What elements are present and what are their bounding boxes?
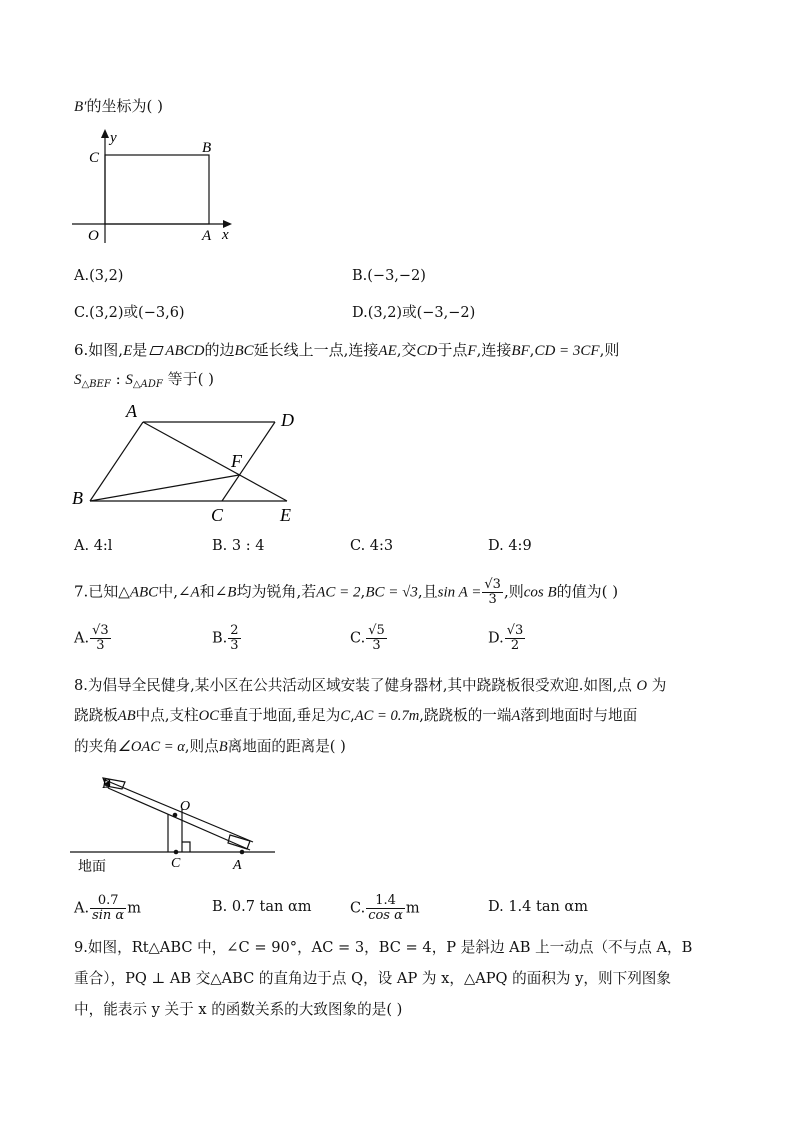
q7-option-b[interactable]: B. $\frac{2}{3}$ <box>212 623 239 653</box>
q6-stem-line1: 6.如图,E是 ABCD的边BC延长线上一点,连接AE,交CD于点F,连接BF,CD = 3CF,则 <box>74 341 620 359</box>
q6-label-C: C <box>211 505 224 525</box>
q5-label-x: x <box>222 227 229 243</box>
q5-label-B: B <box>202 140 212 156</box>
parallelogram-icon <box>150 346 164 355</box>
q6-label-E: E <box>280 505 291 525</box>
q5-option-c[interactable]: C.(3,2)或(−3,6) <box>74 305 185 321</box>
q5-stem: B′的坐标为( ) <box>74 97 163 115</box>
q7-option-d[interactable]: D. $\frac{√3}{2}$ <box>488 623 524 653</box>
q5-option-a[interactable]: A.(3,2) <box>74 268 124 284</box>
q6-option-c[interactable]: C. 4:3 <box>350 538 394 554</box>
q7-stem: 7.已知△ABC中,∠A和∠B均为锐角,若AC = 2,BC = √3,且sin A = $\frac{√3}{3}$ ,则cos B的值为( ) <box>74 577 619 607</box>
q5-label-A: A <box>202 228 212 244</box>
q5-figure <box>70 125 240 245</box>
q6-option-b[interactable]: B. 3 : 4 <box>212 538 265 554</box>
q8-label-B: B <box>102 777 111 792</box>
q8-stem-line3: 的夹角∠OAC = α,则点B离地面的距离是( ) <box>74 738 346 755</box>
q5-label-O: O <box>88 228 99 244</box>
q6-label-B: B <box>72 488 83 508</box>
q6-option-a[interactable]: A. 4:l <box>74 538 113 554</box>
q8-option-d[interactable]: D. 1.4 tan αm <box>488 899 588 915</box>
q8-label-ground: 地面 <box>78 859 106 875</box>
q8-label-C: C <box>171 856 181 871</box>
q8-option-c[interactable]: C. $\frac{1.4}{\text{cos α}}$ m <box>350 893 420 923</box>
q7-option-a[interactable]: A. $\frac{√3}{3}$ <box>74 623 109 653</box>
q6-option-d[interactable]: D. 4:9 <box>488 538 532 554</box>
q6-label-F: F <box>231 451 242 471</box>
q6-label-A: A <box>126 401 137 421</box>
q8-option-b[interactable]: B. 0.7 tan αm <box>212 899 312 915</box>
q6-label-D: D <box>281 410 294 430</box>
q6-stem-line2: $S_{\triangle BEF}$ : $S_{\triangle ADF}$ 等于( ) <box>74 370 215 390</box>
q7-sin-fraction: $\frac{√3}{3}$ <box>484 577 501 607</box>
q8-option-a[interactable]: A. $\frac{0.7}{\text{sin α}}$ m <box>74 893 141 923</box>
q8-label-O: O <box>180 799 191 814</box>
q9-stem-line2: 重合），PQ ⊥ AB 交△ABC 的直角边于点 Q，设 AP 为 x，△APQ 的面积为 y，则下列图象 <box>74 970 671 987</box>
q7-option-c[interactable]: C. $\frac{√5}{3}$ <box>350 623 385 653</box>
q8-stem-line1: 8.为倡导全民健身,某小区在公共活动区域安装了健身器材,其中跷跷板很受欢迎.如图,点 O 为 <box>74 677 667 694</box>
q5-option-b[interactable]: B.(−3,−2) <box>352 268 426 284</box>
q6-figure <box>70 400 310 530</box>
q8-label-A: A <box>233 858 242 873</box>
q8-stem-line2: 跷跷板AB中点,支柱OC垂直于地面,垂足为C,AC = 0.7m,跷跷板的一端A落到地面时与地面 <box>74 707 638 724</box>
q8-figure <box>70 770 290 880</box>
q5-option-d[interactable]: D.(3,2)或(−3,−2) <box>352 305 476 321</box>
q9-stem-line3: 中，能表示 y 关于 x 的函数关系的大致图象的是( ) <box>74 1001 403 1018</box>
q9-stem-line1: 9.如图，Rt△ABC 中，∠C = 90°，AC = 3，BC = 4，P 是斜边 AB 上一动点（不与点 A，B <box>74 939 693 956</box>
q5-label-y: y <box>110 130 117 146</box>
q5-label-C: C <box>89 150 100 166</box>
